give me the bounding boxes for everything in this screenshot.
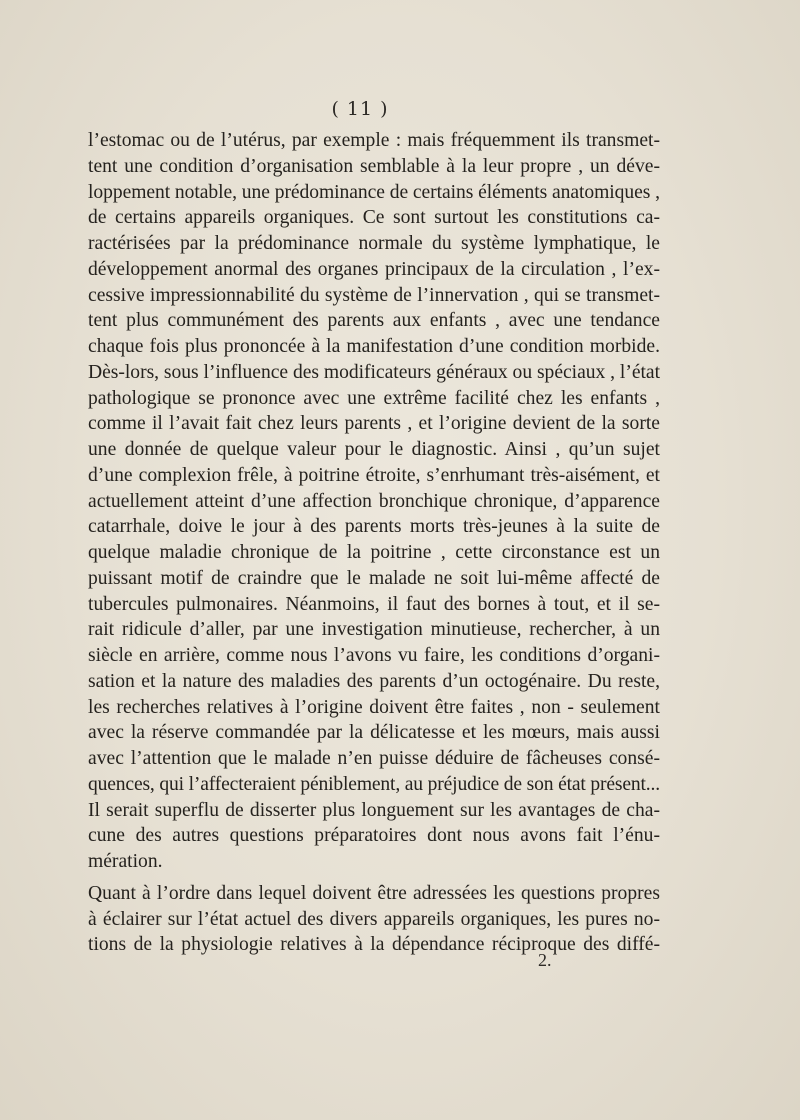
paragraph-2 <box>88 881 660 958</box>
text-line: de certains appareils organiques. Ce sont surtout les constitutions ca- <box>88 207 660 229</box>
text-line: Quant à l’ordre dans lequel doivent être adressées les questions propres <box>88 882 660 904</box>
text-line: avec la réserve commandée par la délicatesse et les mœurs, mais aussi <box>88 722 660 744</box>
text-line: tubercules pulmonaires. Néanmoins, il faut des bornes à tout, et il se- <box>88 593 660 615</box>
text-line: siècle en arrière, comme nous l’avons vu faire, les conditions d’organi- <box>88 645 660 666</box>
text-line: quelque maladie chronique de la poitrine , cette circonstance est un <box>88 542 660 563</box>
text-line: rait ridicule d’aller, par une investigation minutieuse, rechercher, à un <box>88 619 660 641</box>
signature-mark: 2. <box>538 950 552 970</box>
page-number: ( 11 ) <box>331 98 389 120</box>
text-line: Il serait superflu de disserter plus longuement sur les avantages de cha- <box>88 799 660 821</box>
text-line: loppement notable, une prédominance de certains éléments anatomiques , <box>88 181 660 203</box>
text-line: développement anormal des organes principaux de la circulation , l’ex- <box>88 258 660 280</box>
text-line: une donnée de quelque valeur pour le diagnostic. Ainsi , qu’un sujet <box>88 439 660 460</box>
text-line: tions de la physiologie relatives à la dépendance réciproque des diffé- <box>88 934 660 956</box>
text-line: d’une complexion frêle, à poitrine étroite, s’enrhumant très-aisément, et <box>88 464 660 486</box>
text-line: catarrhale, doive le jour à des parents morts très-jeunes à la suite de <box>88 516 660 538</box>
text-line: mération. <box>88 851 163 872</box>
text-line: comme il l’avait fait chez leurs parents , et l’origine devient de la sorte <box>88 413 660 435</box>
text-line: ractérisées par la prédominance normale du système lymphatique, le <box>88 233 660 254</box>
text-line: sation et la nature des maladies des parents d’un octogénaire. Du reste, <box>88 670 660 692</box>
body-text <box>88 128 660 958</box>
text-line: l’estomac ou de l’utérus, par exemple : mais fréquemment ils transmet- <box>88 130 660 151</box>
text-line: puissant motif de craindre que le malade ne soit lui-même affecté de <box>88 567 660 589</box>
text-line: les recherches relatives à l’origine doivent être faites , non - seulement <box>88 696 660 718</box>
paragraph-1 <box>88 128 660 875</box>
text-line: actuellement atteint d’une affection bronchique chronique, d’apparence <box>88 490 660 512</box>
text-line: Dès-lors, sous l’influence des modificateurs généraux ou spéciaux , l’état <box>88 361 660 383</box>
text-line: tent plus communément des parents aux enfants , avec une tendance <box>88 310 660 332</box>
text-line: pathologique se prononce avec une extrême facilité chez les enfants , <box>88 387 660 409</box>
text-line: cessive impressionnabilité du système de l’innervation , qui se transmet- <box>88 284 660 306</box>
text-line: chaque fois plus prononcée à la manifestation d’une condition morbide. <box>88 336 660 357</box>
text-line: tent une condition d’organisation semblable à la leur propre , un déve- <box>88 155 660 177</box>
text-line: avec l’attention que le malade n’en puisse déduire de fâcheuses consé- <box>88 748 660 769</box>
text-line: quences, qui l’affecteraient péniblement, au préjudice de son état présent... <box>88 773 660 795</box>
text-line: cune des autres questions préparatoires dont nous avons fait l’énu- <box>88 825 660 847</box>
text-line: à éclairer sur l’état actuel des divers appareils organiques, les pures no- <box>88 908 660 930</box>
